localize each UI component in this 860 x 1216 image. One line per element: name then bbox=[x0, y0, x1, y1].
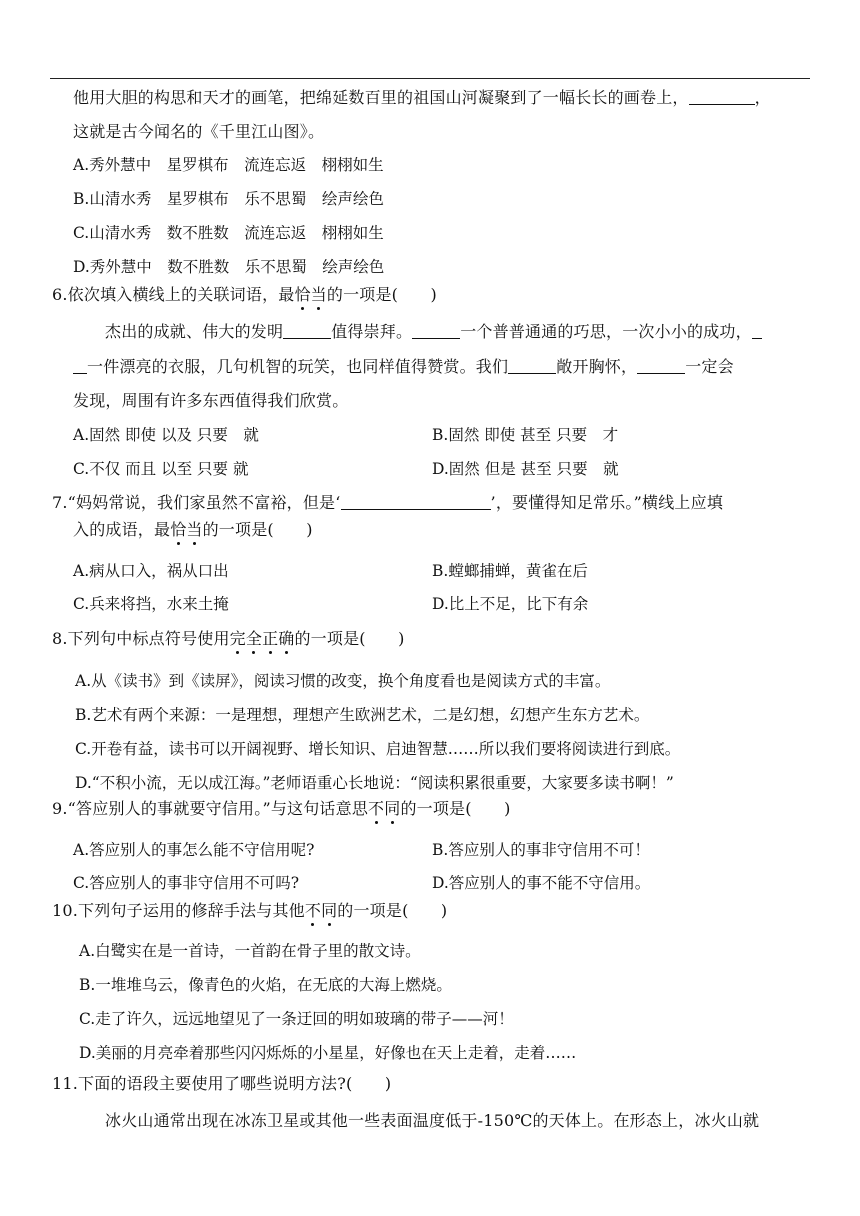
q8-option-a[interactable]: A.从《读书》到《读屏》，阅读习惯的改变，换个角度看也是阅读方式的丰富。 bbox=[75, 672, 611, 690]
q8-emphasis-char: 全 bbox=[245, 629, 263, 648]
q10-stem bbox=[52, 901, 447, 921]
q6-passage-text: 敞开胸怀， bbox=[556, 357, 638, 376]
q8-emphasis-char: 完 bbox=[229, 629, 246, 648]
q6-passage-line-3: 发现，周围有许多东西值得我们欣赏。 bbox=[73, 391, 349, 410]
q7-stem-line-1 bbox=[52, 493, 723, 513]
q5-option-a[interactable]: A.秀外慧中 星罗棋布 流连忘返 栩栩如生 bbox=[73, 156, 384, 174]
q8-emphasis-char: 正 bbox=[262, 629, 279, 648]
q6-stem-tail: 的一项是( ) bbox=[326, 285, 437, 304]
q6-blank-3-start[interactable] bbox=[752, 322, 762, 339]
q8-option-c[interactable]: C.开卷有益，读书可以开阔视野、增长知识、启迪智慧……所以我们要将阅读进行到底。 bbox=[75, 740, 681, 758]
q8-option-d[interactable]: D.“不积小流，无以成江海。”老师语重心长地说：“阅读积累很重要，大家要多读书啊！” bbox=[75, 774, 674, 792]
q8-emphasis-char: 确 bbox=[278, 629, 295, 648]
q5-line-2: 这就是古今闻名的《千里江山图》。 bbox=[73, 122, 325, 141]
q7-stem-line-2 bbox=[73, 520, 313, 540]
q7-stem-text: 7.“妈妈常说，我们家虽然不富裕，但是‘ bbox=[52, 493, 341, 512]
q10-option-b[interactable]: B.一堆堆乌云，像青色的火焰，在无底的大海上燃烧。 bbox=[79, 976, 452, 994]
q9-emphasis-char: 同 bbox=[384, 799, 401, 818]
q6-blank-5[interactable] bbox=[637, 357, 685, 374]
q9-option-b[interactable]: B.答应别人的事非守信用不可！ bbox=[432, 841, 650, 859]
q6-stem-text: 6.依次填入横线上的关联词语，最 bbox=[52, 285, 295, 304]
q9-stem-text: 9.“答应别人的事就要守信用。”与这句话意思 bbox=[52, 799, 369, 818]
q5-text: 他用大胆的构思和天才的画笔，把绵延数百里的祖国山河凝聚到了一幅长长的画卷上， bbox=[73, 88, 689, 107]
q5-comma: ， bbox=[754, 88, 771, 107]
q8-stem-text: 8.下列句中标点符号使用 bbox=[52, 629, 230, 648]
q7-option-c[interactable]: C.兵来将挡，水来土掩 bbox=[73, 595, 229, 613]
q6-stem bbox=[52, 285, 437, 305]
q10-option-c[interactable]: C.走了许久，远远地望见了一条迂回的明如玻璃的带子——河！ bbox=[79, 1010, 514, 1028]
q7-emphasis-char: 当 bbox=[186, 520, 203, 539]
q9-stem bbox=[52, 799, 511, 819]
q6-option-b[interactable]: B.固然 即使 甚至 只要 才 bbox=[432, 426, 619, 444]
q9-stem-tail: 的一项是( ) bbox=[400, 799, 511, 818]
q8-option-b[interactable]: B.艺术有两个来源：一是理想，理想产生欧洲艺术，二是幻想，幻想产生东方艺术。 bbox=[75, 706, 650, 724]
q11-passage-line-1: 冰火山通常出现在冰冻卫星或其他一些表面温度低于-150℃的天体上。在形态上，冰火山就 bbox=[105, 1111, 760, 1130]
q6-blank-4[interactable] bbox=[508, 357, 556, 374]
q10-stem-text: 10.下列句子运用的修辞手法与其他 bbox=[52, 901, 305, 920]
q7-stem-tail: 的一项是( ) bbox=[202, 520, 313, 539]
q7-blank[interactable] bbox=[341, 493, 491, 510]
q6-option-c[interactable]: C.不仅 而且 以至 只要 就 bbox=[73, 460, 249, 478]
q10-stem-tail: 的一项是( ) bbox=[337, 901, 448, 920]
q5-line-1 bbox=[73, 88, 771, 108]
q10-emphasis-char: 不 bbox=[304, 901, 322, 920]
q6-blank-1[interactable] bbox=[283, 322, 331, 339]
q6-blank-3-end[interactable] bbox=[73, 357, 87, 374]
q7-option-b[interactable]: B.螳螂捕蝉，黄雀在后 bbox=[432, 562, 588, 580]
q6-passage-text: 值得崇拜。 bbox=[331, 322, 413, 341]
q8-stem-tail: 的一项是( ) bbox=[294, 629, 405, 648]
q9-option-d[interactable]: D.答应别人的事不能不守信用。 bbox=[432, 874, 651, 892]
q6-passage-text: 杰出的成就、伟大的发明 bbox=[105, 322, 284, 341]
q6-blank-2[interactable] bbox=[412, 322, 460, 339]
q9-emphasis-char: 不 bbox=[368, 799, 385, 818]
q11-stem: 11.下面的语段主要使用了哪些说明方法?( ) bbox=[52, 1074, 392, 1093]
q6-passage-text: 一件漂亮的衣服，几句机智的玩笑，也同样值得赞赏。我们 bbox=[87, 357, 509, 376]
q10-emphasis-char: 同 bbox=[321, 901, 338, 920]
q6-passage-text: 一个普普通通的巧思，一次小小的成功， bbox=[460, 322, 752, 341]
q10-option-a[interactable]: A.白鹭实在是一首诗，一首韵在骨子里的散文诗。 bbox=[79, 942, 421, 960]
q5-option-b[interactable]: B.山清水秀 星罗棋布 乐不思蜀 绘声绘色 bbox=[73, 190, 384, 208]
q6-passage-text: 一定会 bbox=[685, 357, 734, 376]
q8-stem bbox=[52, 629, 405, 649]
q5-option-c[interactable]: C.山清水秀 数不胜数 流连忘返 栩栩如生 bbox=[73, 224, 384, 242]
q9-option-a[interactable]: A.答应别人的事怎么能不守信用呢? bbox=[73, 841, 315, 859]
q7-option-a[interactable]: A.病从口入，祸从口出 bbox=[73, 562, 229, 580]
q7-stem-text: 入的成语，最 bbox=[73, 520, 171, 539]
q6-option-d[interactable]: D.固然 但是 甚至 只要 就 bbox=[432, 460, 619, 478]
q6-passage-line-1 bbox=[105, 322, 762, 342]
q7-emphasis-char: 恰 bbox=[170, 520, 187, 539]
q6-emphasis-char: 恰 bbox=[294, 285, 311, 304]
q9-option-c[interactable]: C.答应别人的事非守信用不可吗? bbox=[73, 874, 300, 892]
q5-blank[interactable] bbox=[689, 88, 755, 105]
q6-option-a[interactable]: A.固然 即使 以及 只要 就 bbox=[73, 426, 259, 444]
q5-option-d[interactable]: D.秀外慧中 数不胜数 乐不思蜀 绘声绘色 bbox=[73, 258, 385, 276]
header-rule bbox=[50, 78, 810, 79]
q6-passage-line-2 bbox=[73, 357, 734, 377]
q10-option-d[interactable]: D.美丽的月亮牵着那些闪闪烁烁的小星星，好像也在天上走着，走着…… bbox=[79, 1044, 577, 1062]
q7-stem-text: ’，要懂得知足常乐。”横线上应填 bbox=[490, 493, 724, 512]
q6-emphasis-char: 当 bbox=[310, 285, 327, 304]
q7-option-d[interactable]: D.比上不足，比下有余 bbox=[432, 595, 589, 613]
